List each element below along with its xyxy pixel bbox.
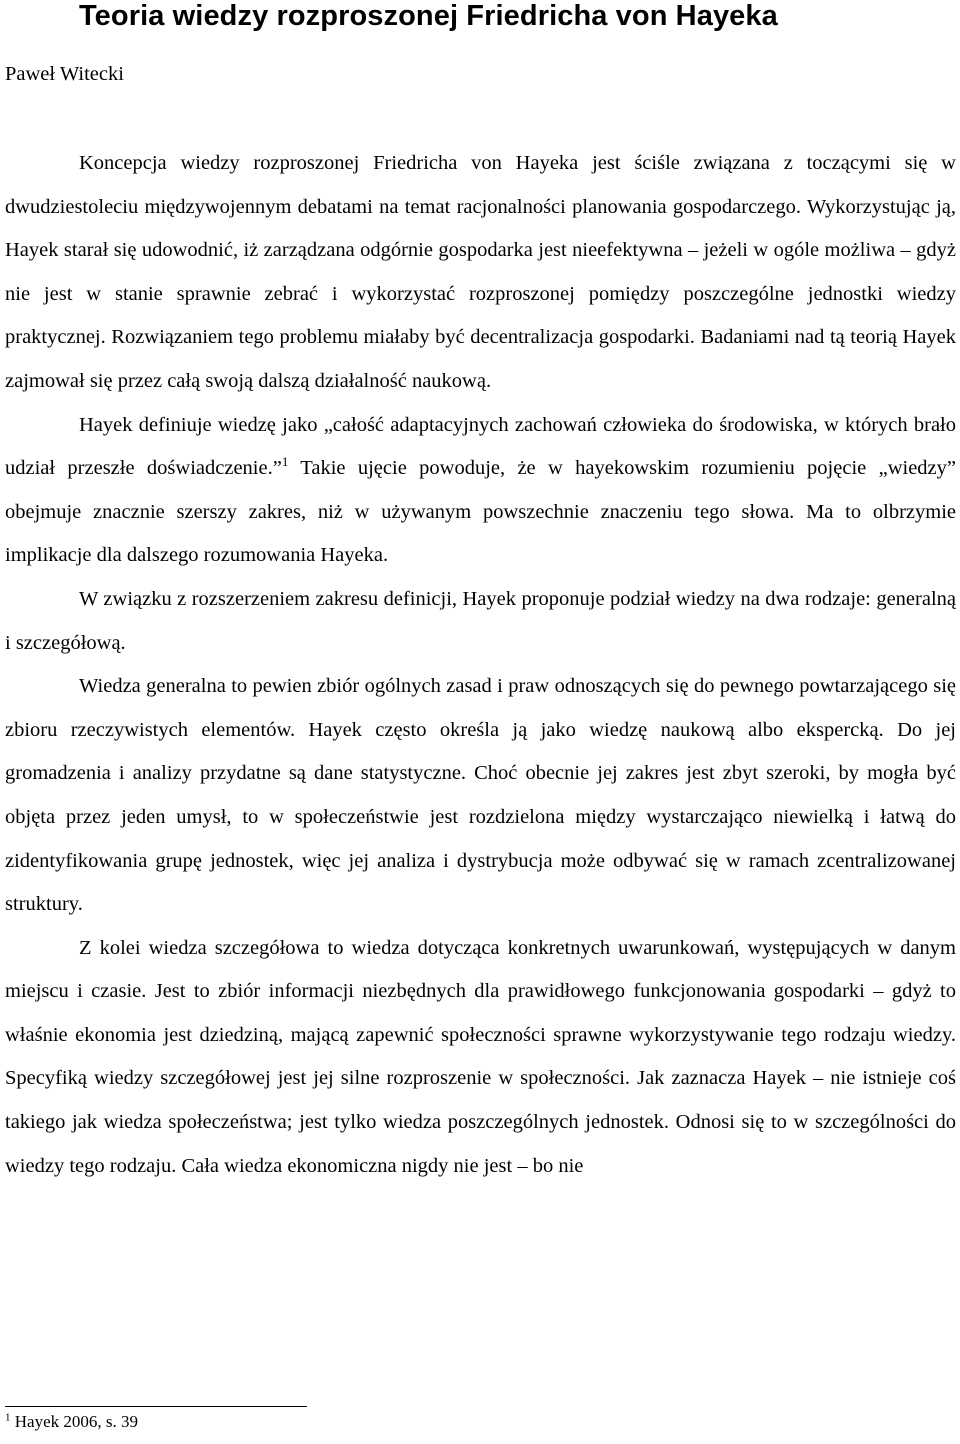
paragraph: Koncepcja wiedzy rozproszonej Friedricha von Hayeka jest ściśle związana z toczącymi się w dwudziestoleciu międzywojennym debatami na temat racjonalności planowania gospodarczego. Wykorzystując ją, Hayek starał się udowodnić, iż zarządzana odgórnie gospodarka jest nieefektywna – jeżeli w ogóle możliwa – gdyż nie jest w stanie sprawnie zebrać i wykorzystać rozproszonej pomiędzy poszczególne jednostki wiedzy praktycznej. Rozwiązaniem tego problemu miałaby być decentralizacja gospodarki. Badaniami nad tą teorią Hayek zajmował się przez całą swoją dalszą działalność naukową. — [5, 152, 956, 392]
paragraph — [5, 404, 956, 578]
paragraph-text: Takie ujęcie powoduje, że w hayekowskim rozumieniu pojęcie „wiedzy” obejmuje znacznie szerszy zakres, niż w używanym powszechnie znaczeniu tego słowa. Ma to olbrzymie implikacje dla dalszego rozumowania Hayeka. — [5, 457, 956, 567]
paragraph-text: Hayek definiuje wiedzę jako „całość adaptacyjnych zachowań człowieka do środowiska, w których brało udział przeszłe doświadczenie.” — [5, 413, 956, 480]
author-name: Paweł Witecki — [5, 63, 124, 85]
paragraph: W związku z rozszerzeniem zakresu definicji, Hayek proponuje podział wiedzy na dwa rodzaje: generalną i szczegółową. — [5, 587, 956, 654]
paragraph: Z kolei wiedza szczegółowa to wiedza dotycząca konkretnych uwarunkowań, występujących w danym miejscu i czasie. Jest to zbiór informacji niezbędnych dla prawidłowego funkcjonowania gospodarki – gdyż to właśnie ekonomia jest dziedziną, mającą zapewnić społeczności sprawne wykorzystywanie tego rodzaju wiedzy. Specyfiką wiedzy szczegółowej jest jej silne rozproszenie w społeczności. Jak zaznacza Hayek – nie istnieje coś takiego jak wiedza społeczeństwa; jest tylko wiedza poszczególnych jednostek. Odnosi się to w szczególności do wiedzy tego rodzaju. Cała wiedza ekonomiczna nigdy nie jest – bo nie — [5, 936, 956, 1177]
footnote-reference[interactable]: 1 — [281, 454, 289, 470]
document-body — [5, 142, 956, 1188]
footnote-divider — [5, 1406, 307, 1407]
document-title: Teoria wiedzy rozproszonej Friedricha von Hayeka — [79, 0, 778, 32]
footnote-number: 1 — [5, 1411, 11, 1424]
footnote-text: Hayek 2006, s. 39 — [14, 1412, 138, 1431]
footnote — [5, 1412, 138, 1432]
paragraph: Wiedza generalna to pewien zbiór ogólnych zasad i praw odnoszących się do pewnego powtarzającego się zbioru rzeczywistych elementów. Hayek często określa ją jako wiedzę naukową albo ekspercką. Do jej gromadzenia i analizy przydatne są dane statystyczne. Choć obecnie jej zakres jest zbyt szeroki, by mogła być objęta przez jeden umysł, to w społeczeństwie jest rozdzielona między wystarczająco niewielką i łatwą do zidentyfikowania grupę jednostek, więc jej analiza i dystrybucja może odbywać się w ramach zcentralizowanej struktury. — [5, 675, 956, 916]
